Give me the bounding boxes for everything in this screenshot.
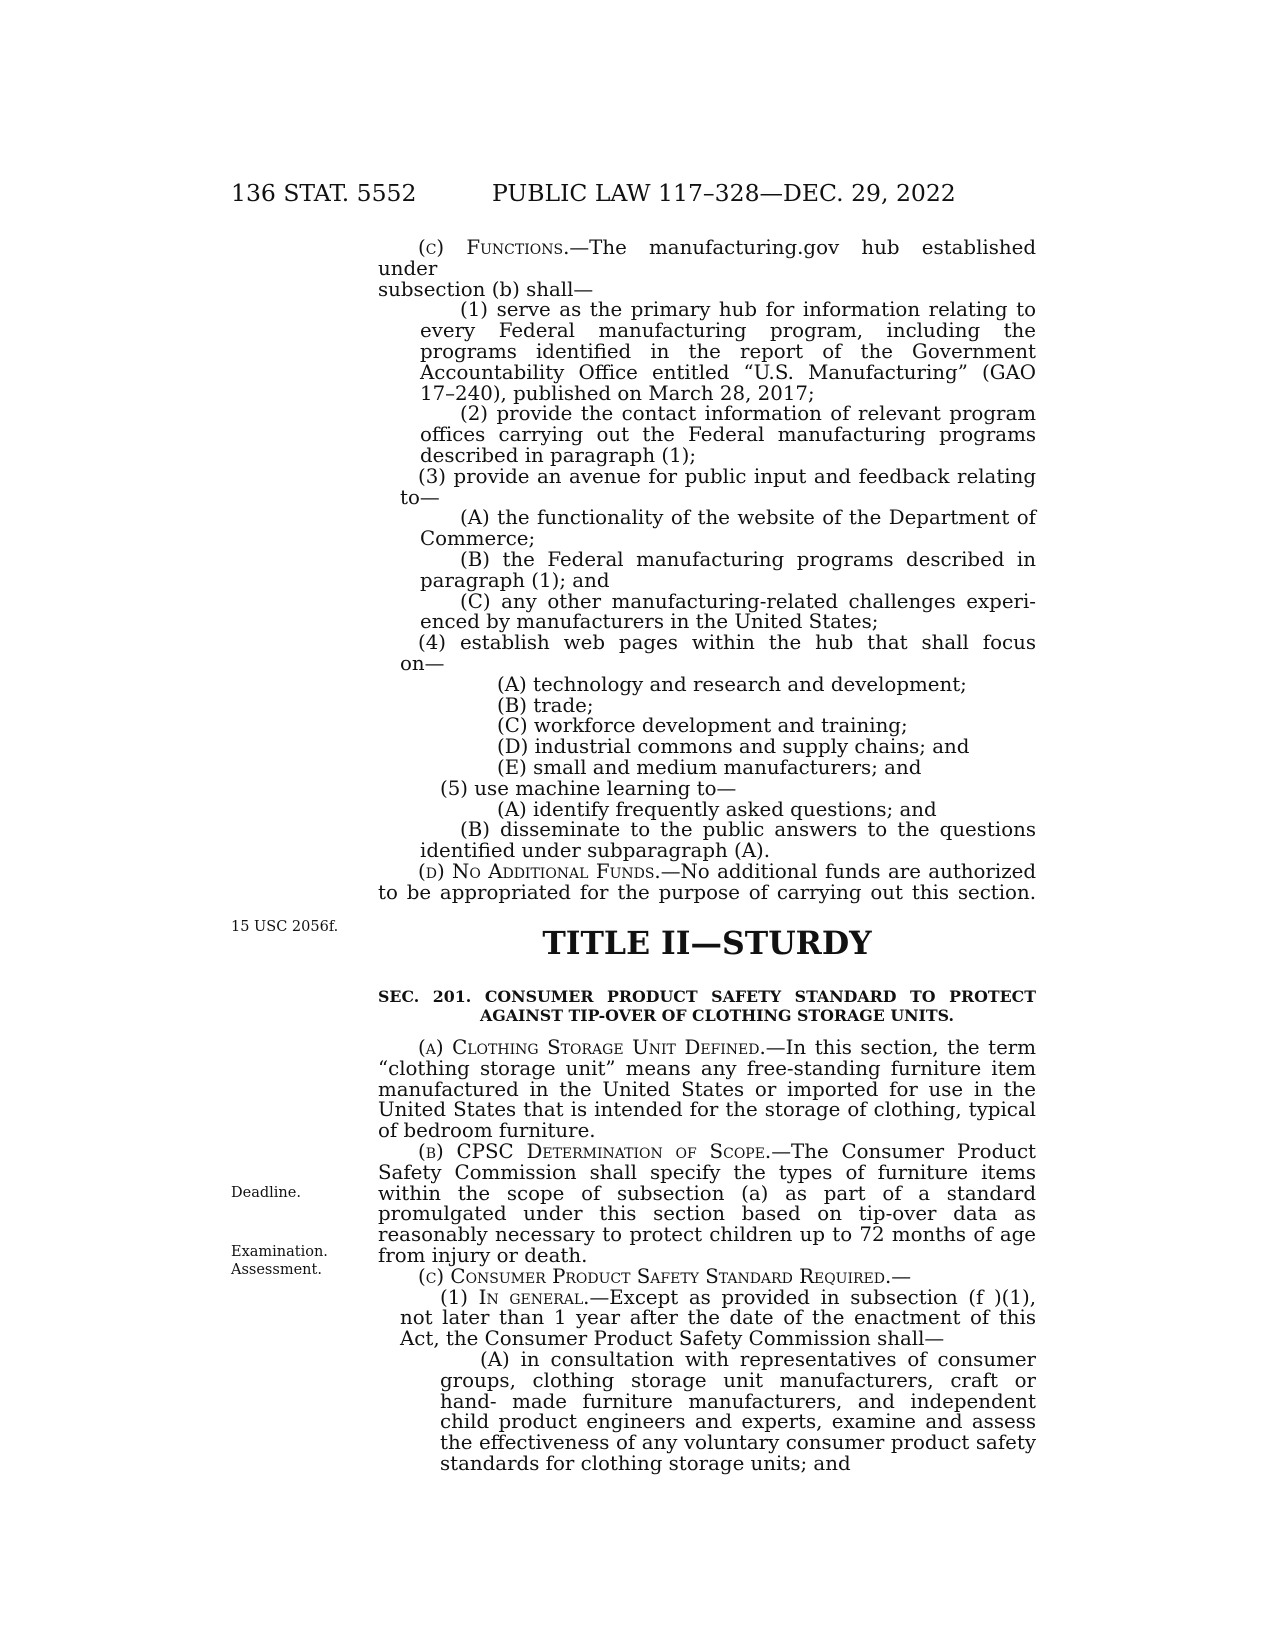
section-c-lead-cont: subsection (b) shall— — [378, 277, 594, 301]
margin-note-assessment: Assessment. — [231, 1262, 322, 1278]
running-header: PUBLIC LAW 117–328—DEC. 29, 2022 — [492, 179, 956, 207]
sec201-c-heading: (c) Consumer Product Safety Standard Required. — [418, 1264, 892, 1288]
section-d: (d) No Additional Funds.—No additional funds are authorized — [418, 859, 1036, 883]
sec201-b-heading: (b) CPSC Determination of Scope. — [418, 1139, 772, 1163]
paragraph-5-subitems — [378, 797, 1036, 863]
sec201-b: (b) CPSC Determination of Scope.—The Consumer Product Safety Commission shall specify the types of furniture items within the scope of subsection (a) as part of a standard promulgated under this section based on tip-over data as reasonably necessary to protect children up to 72 months of age from injury or death. — [378, 1139, 1036, 1267]
paragraph-4-a: (A) technology and research and development; — [497, 672, 967, 696]
page-reference: 136 STAT. 5552 — [231, 179, 417, 207]
paragraph-4: (4) establish web pages within the hub that shall focus on— — [400, 631, 1036, 675]
paragraph-5: (5) use machine learning to— — [440, 776, 737, 800]
sec201-c1-a: (A) in consultation with representatives of consumer groups, clothing storage unit manufacturers, craft or hand- made furniture manufacturers, and independent child product engineers and experts, examine and assess the effectiveness of any voluntary consumer product safety standards for clothing storage units; and — [440, 1347, 1036, 1475]
sec201-a: (a) Clothing Storage Unit Defined.—In this section, the term “clothing storage unit” means any free-standing furniture item manufactured in the United States or imported for use in the United States that is intended for the storage of clothing, typical of bedroom furniture. — [378, 1036, 1036, 1143]
paragraph-3-b: (B) the Federal manufacturing programs described in paragraph (1); and — [420, 547, 1036, 592]
section-d-heading: (d) No Additional Funds. — [418, 859, 661, 883]
sec201-c: (c) Consumer Product Safety Standard Required.— — [418, 1264, 912, 1288]
sec201-c1: (1) In general.—Except as provided in subsection (f )(1), not later than 1 year after the date of the enactment of this Act, the Consumer Product Safety Commission shall— — [400, 1285, 1036, 1351]
sec201-a-heading: (a) Clothing Storage Unit Defined. — [418, 1036, 766, 1059]
paragraph-4-b: (B) trade; — [497, 693, 594, 717]
section-201-heading: SEC. 201. CONSUMER PRODUCT SAFETY STANDARD TO PROTECT AGAINST TIP-OVER OF CLOTHING STORAGE UNITS. — [378, 987, 1036, 1025]
section-c-lead: (c) Functions.—The manufacturing.gov hub established under — [378, 236, 1036, 280]
paragraph-4-e: (E) small and medium manufacturers; and — [497, 755, 922, 779]
margin-note-examination: Examination. — [231, 1244, 328, 1260]
paragraph-3-a: (A) the functionality of the website of the Department of Commerce; — [420, 506, 1036, 551]
paragraph-5-b: (B) disseminate to the public answers to the questions identified under subparagraph (A). — [420, 818, 1036, 863]
margin-note-usc: 15 USC 2056f. — [231, 919, 339, 935]
document-body: (c) Functions.—The manufacturing.gov hub established under subsection (b) shall— (1) serve as the primary hub for information relating to every Federal manufacturing program, including the programs identified in the report of the Government Accountability Office entitled “U.S. Manufacturing” (GAO 17–240), published on March 28, 2017; (2) provide the contact information of relevant program offices carrying out the Federal manufacturing programs described in paragraph (1); (3) provide an avenue for public input and feedback relating to— (A) the functionality of the website of the Department of Commerce; (B) the Federal manufacturing programs described in paragraph (1); and (C) any other manufacturing-related challenges experi- enced by manufacturers in the United States; (4) establish web pages within the hub that shall focus on— (A) technology and research and development; (B) trade; (C) workforce development and training; (D) industrial commons and supply chains; and (E) small and medium manufacturers; and (5) use machine learning to— (A) identify frequently asked questions; and (B) disseminate to the public answers to the questions identified under subparagraph (A). (d) No Additional Funds.—No additional funds are authorized to be appropriated for the purpose of carrying out this section. TITLE II—STURDY SEC. 201. CONSUMER PRODUCT SAFETY STANDARD TO PROTECT AGAINST TIP-OVER OF CLOTHING STORAGE UNITS. (a) Clothing Storage Unit Defined.—In this section, the term “clothing storage unit” means any free-standing furniture item manufactured in the United States or imported for use in the United States that is intended for the storage of clothing, typical of bedroom furniture. (b) CPSC Determination of Scope.—The Consumer Product Safety Commission shall specify the types of furniture items within the scope of subsection (a) as part of a standard promulgated under this section based on tip-over data as reasonably necessary to protect children up to 72 months of age from injury or death. (c) Consumer Product Safety Standard Required.— (1) In general.—Except as provided in subsection (f )(1), not later than 1 year after the date of the enactment of this Act, the Consumer Product Safety Commission shall— (A) in consultation with representatives of consumer groups, clothing storage unit manufacturers, craft or hand- made furniture manufacturers, and independent child product engineers and experts, examine and assess the effectiveness of any voluntary consumer product safety standards for clothing storage units; and — [378, 236, 1036, 1475]
title-heading: TITLE II—STURDY — [542, 924, 872, 962]
sec201-c1-heading: (1) In general. — [440, 1285, 590, 1309]
paragraph-4-subitems — [378, 672, 1036, 779]
paragraph-3-subitems — [378, 508, 1036, 633]
paragraph-4-d: (D) industrial commons and supply chains; and — [497, 735, 970, 759]
paragraph-5-a: (A) identify frequently asked questions; and — [497, 797, 937, 821]
paragraph-2: (2) provide the contact information of relevant program offices carrying out the Federal manufacturing programs described in paragraph (1); — [420, 402, 1036, 467]
margin-note-deadline: Deadline. — [231, 1185, 301, 1201]
paragraph-3-c: (C) any other manufacturing-related challenges experi- enced by manufacturers in the United States; — [420, 589, 1036, 634]
section-c-heading: (c) Functions. — [418, 236, 570, 259]
paragraph-1: (1) serve as the primary hub for information relating to every Federal manufacturing program, including the programs identified in the report of the Government Accountability Office entitled “U.S. Manufacturing” (GAO 17–240), published on March 28, 2017; — [420, 298, 1036, 405]
paragraph-4-c: (C) workforce development and training; — [497, 714, 908, 738]
paragraph-3: (3) provide an avenue for public input and feedback relating to— — [400, 464, 1036, 509]
